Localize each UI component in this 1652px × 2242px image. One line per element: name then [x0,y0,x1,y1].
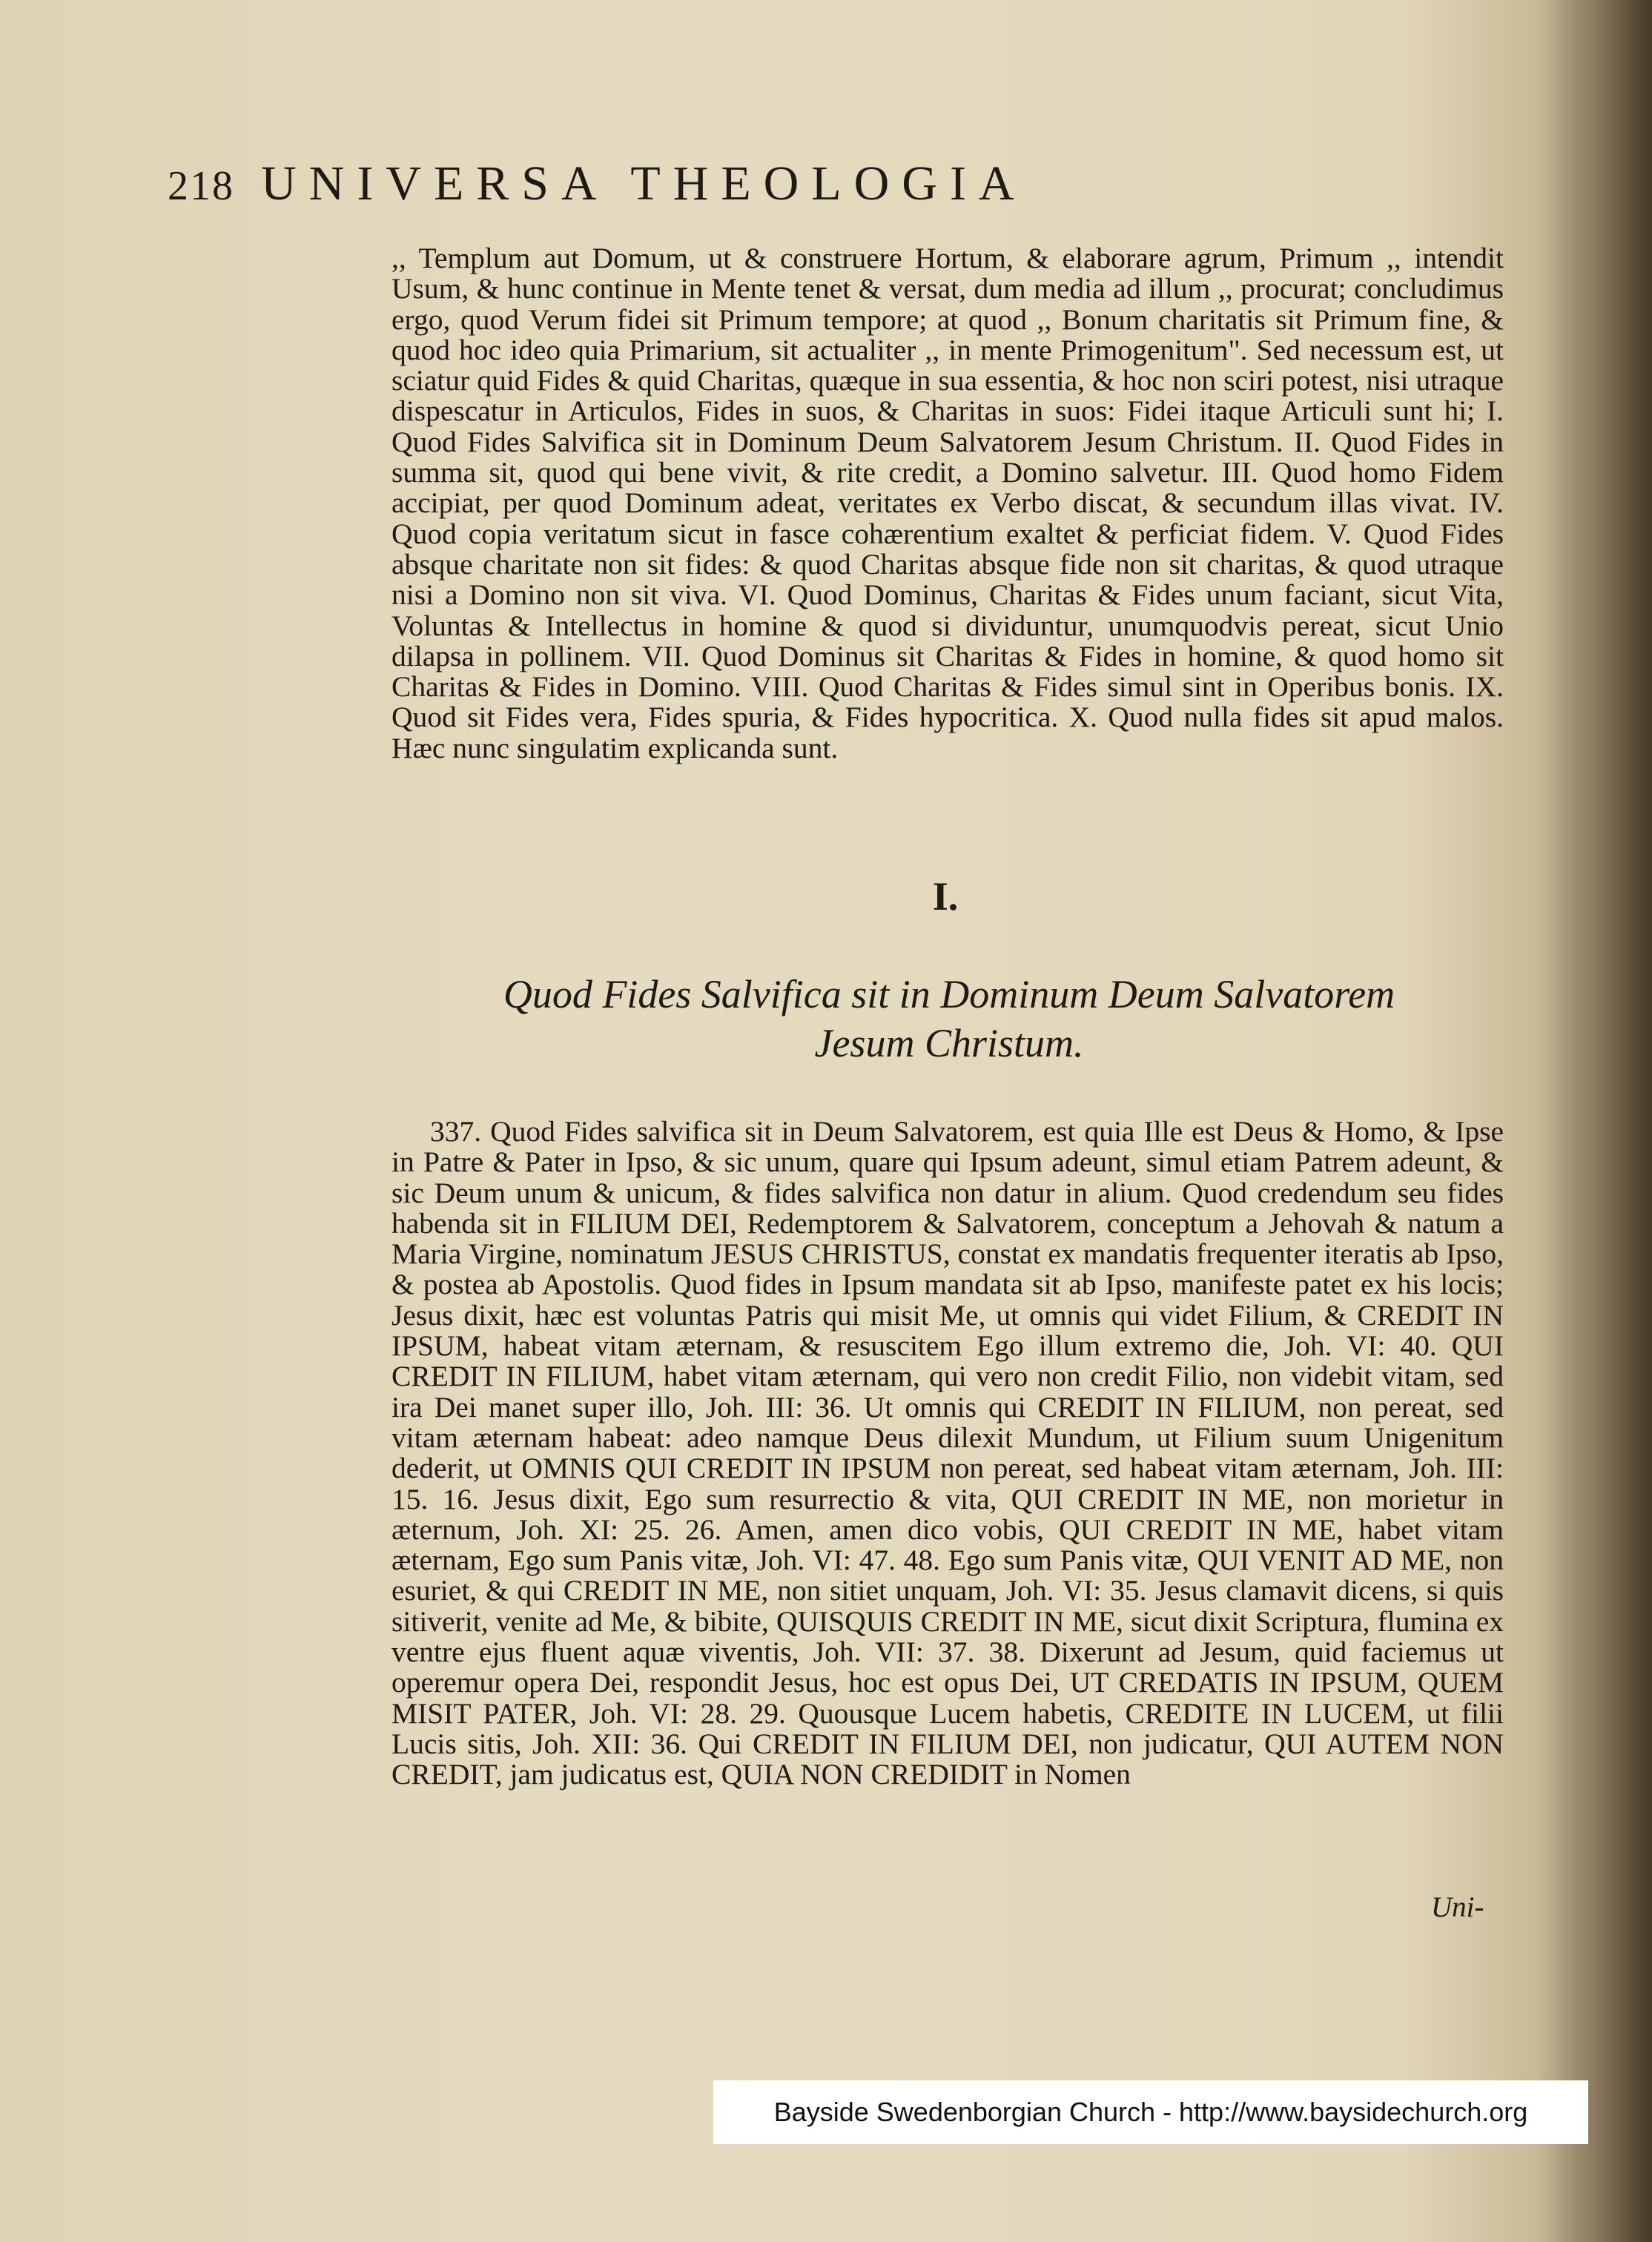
section-numeral: I. [932,874,959,919]
intro-paragraph: ,, Templum aut Domum, ut & construere Hortum, & elaborare agrum, Primum ,, intendit Usum, & hunc continue in Mente tenet & versat, dum media ad illum ,, procurat; concludimus ergo, quod Verum fidei sit Primum tempore; at quod ,, Bonum charitatis sit Primum fine, & quod hoc ideo quia Primarium, sit actualiter ,, in mente Primogenitum". Sed necessum est, ut sciatur quid Fides & quid Charitas, quæque in sua essentia, & hoc non sciri potest, nisi utraque dispescatur in Articulos, Fides in suos, & Charitas in suos: Fidei itaque Articuli sunt hi; I. Quod Fides Salvifica sit in Dominum Deum Salvatorem Jesum Christum. II. Quod Fides in summa sit, quod qui bene vivit, & rite credit, a Domino salvetur. III. Quod homo Fidem accipiat, per quod Dominum adeat, veritates ex Verbo discat, & secundum illas vivat. IV. Quod copia veritatum sicut in fasce cohærentium exaltet & perficiat fidem. V. Quod Fides absque charitate non sit fides: & quod Charitas absque fide non sit charitas, & quod utraque nisi a Domino non sit viva. VI. Quod Dominus, Charitas & Fides unum faciant, sicut Vita, Voluntas & Intellectus in homine & quod si dividuntur, unumquodvis pereat, sicut Unio dilapsa in pollinem. VII. Quod Dominus sit Charitas & Fides in homine, & quod homo sit Charitas & Fides in Domino. VIII. Quod Charitas & Fides simul sint in Operibus bonis. IX. Quod sit Fides vera, Fides spuria, & Fides hypocritica. X. Quod nulla fides sit apud malos. Hæc nunc singulatim explicanda sunt. [391,242,1504,764]
page-header [168,156,1398,222]
catchword: Uni- [1431,1891,1484,1923]
section-heading [415,970,1483,1068]
section-heading-line-1: Quod Fides Salvifica sit in Dominum Deum Salvatorem [503,972,1395,1016]
running-title: UNIVERSA THEOLOGIA [261,156,1027,211]
binding-shadow [1541,0,1652,2242]
watermark-text: Bayside Swedenborgian Church - http://www.baysidechurch.org [773,2097,1528,2127]
watermark-banner [713,2080,1588,2144]
section-heading-line-2: Jesum Christum. [814,1021,1084,1065]
page-number: 218 [168,163,234,209]
paragraph-337: 337. Quod Fides salvifica sit in Deum Salvatorem, est quia Ille est Deus & Homo, & Ipse in Patre & Pater in Ipso, & sic unum, quare qui Ipsum adeunt, simul etiam Patrem adeunt, & sic Deum unum & unicum, & fides salvifica non datur in alium. Quod credendum seu fides habenda sit in FILIUM DEI, Redemptorem & Salvatorem, conceptum a Jehovah & natum a Maria Virgine, nominatum JESUS CHRISTUS, constat ex mandatis frequenter iteratis ab Ipso, & postea ab Apostolis. Quod fides in Ipsum mandata sit ab Ipso, manifeste patet ex his locis; Jesus dixit, hæc est voluntas Patris qui misit Me, ut omnis qui videt Filium, & CREDIT IN IPSUM, habeat vitam æternam, & resuscitem Ego illum extremo die, Joh. VI: 40. QUI CREDIT IN FILIUM, habet vitam æternam, qui vero non credit Filio, non videbit vitam, sed ira Dei manet super illo, Joh. III: 36. Ut omnis qui CREDIT IN FILIUM, non pereat, sed vitam æternam habeat: adeo namque Deus dilexit Mundum, ut Filium suum Unigenitum dederit, ut OMNIS QUI CREDIT IN IPSUM non pereat, sed habeat vitam æternam, Joh. III: 15. 16. Jesus dixit, Ego sum resurrectio & vita, QUI CREDIT IN ME, non morietur in æternum, Joh. XI: 25. 26. Amen, amen dico vobis, QUI CREDIT IN ME, habet vitam æternam, Ego sum Panis vitæ, Joh. VI: 47. 48. Ego sum Panis vitæ, QUI VENIT AD ME, non esuriet, & qui CREDIT IN ME, non sitiet unquam, Joh. VI: 35. Jesus clamavit dicens, si quis sitiverit, venite ad Me, & bibite, QUISQUIS CREDIT IN ME, sicut dixit Scriptura, flumina ex ventre ejus fluent aquæ viventis, Joh. VII: 37. 38. Dixerunt ad Jesum, quid faciemus ut operemur opera Dei, respondit Jesus, hoc est opus Dei, UT CREDATIS IN IPSUM, QUEM MISIT PATER, Joh. VI: 28. 29. Quousque Lucem habetis, CREDITE IN LUCEM, ut filii Lucis sitis, Joh. XII: 36. Qui CREDIT IN FILIUM DEI, non judicatur, QUI AUTEM NON CREDIT, jam judicatus est, QUIA NON CREDIDIT in Nomen [391,1115,1504,1791]
